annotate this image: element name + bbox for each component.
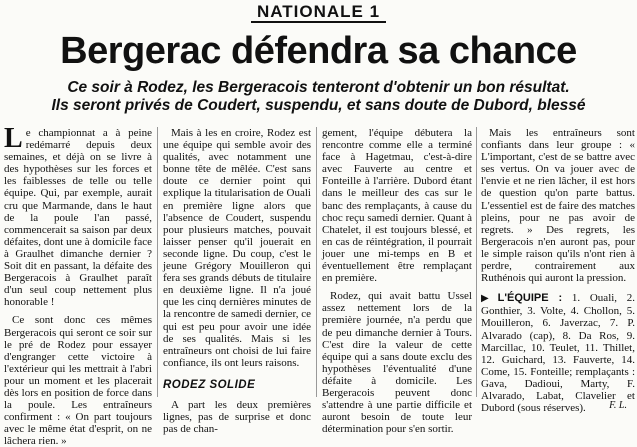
team-text: 1. Ouali, 2. Gonthier, 3. Volte, 4. Chollon, 5. Mouilleron, 6. Javerzac, 7. P. Alvarado (cap), 8. Da Ros, 9. Marcillac, 10. Teulet, 11. Thillet, 12. Guichard, 13. Fauverte, 14. Come, 15. Fonteille; remplaçants : Gava, Dadioui, Marty, F. Alvarado, Labat, Clavelier et Dubord (sous réserves). — [481, 292, 635, 415]
arrow-marker-icon: ▶ — [481, 293, 496, 305]
headline: Bergerac défendra sa chance — [60, 30, 577, 72]
subheading: RODEZ SOLIDE — [163, 378, 256, 391]
team-list — [481, 292, 635, 414]
section-rubric — [0, 2, 637, 22]
paragraph: A part les deux premières lignes, pas de surprise et donc pas de chan- — [163, 398, 311, 436]
paragraph: Mais à les en croire, Rodez est une équipe qui semble avoir des qualités, avec notamment une bonne tête de mêlée. C'est sans doute ce dernier point qui explique la titularisation de Ouali en première ligne alors que l'absence de Coudert, suspendu pour plusieurs matches, pouvait laisser penser qu'il jouerait en seconde ligne. Du coup, c'est le jeune Grégory Mouilleron qui fera ses grands débuts de titulaire en deuxième ligne. Il n'a joué que les cinq dernières minutes de la rencontre de samedi dernier, ce qui est peu pour avoir une idée de ses qualités. Mais si les entraîneurs ont choisi de lui faire confiance, ils ont leurs raisons. — [163, 127, 311, 369]
paragraph: Rodez, qui avait battu Ussel assez nettement lors de la première journée, n'a perdu que de peu dimanche dernier à Tours. C'est dire la valeur de cette équipe qui a sans doute exclu des hypothèses l'éventualité d'une défaite à domicile. Les Bergeracois peuvent donc s'attendre à une partie difficile et auront besoin de toute leur détermination pour s'en sortir. — [322, 290, 472, 436]
paragraph: gement, l'équipe débutera la rencontre comme elle a terminé face à Hagetmau, c'est-à-dire avec Fauverte au centre et Fonteille à l'arrière. Dubord étant dans le meilleur des cas sur le banc des remplaçants, à cause du choc reçu samedi dernier. Quant à Chatelet, il est toujours blessé, et en cas de réintégration, il pourrait jouer une mi-temps en B et éventuellement être remplaçant en première. — [322, 127, 472, 285]
article-column-1 — [4, 123, 152, 447]
paragraph-text: Ce sont donc ces mêmes Bergeracois qui seront ce soir sur le pré de Rodez pour essayer d'engranger cette victoire à l'extérieur qui les mettrait à l'abri pour un moment et les placerait dès lors en position de force dans la poule. Les entraîneurs confirment : « On part toujours avec le même état d'esprit, on ne lâchera rien. » — [4, 314, 152, 447]
column-rule — [157, 127, 158, 397]
team-label: L'ÉQUIPE : — [497, 292, 563, 305]
paragraph — [4, 123, 152, 309]
drop-cap: L — [4, 123, 23, 154]
section-rubric-text: NATIONALE 1 — [251, 2, 386, 23]
article-column-3 — [322, 127, 472, 436]
deck-line-2: Ils seront privés de Coudert, suspendu, et sans doute de Dubord, blessé — [51, 97, 586, 114]
paragraph-text: e championnat a à peine redémarré depuis deux semaines, et déjà on se livre à des hypothèses sur les forces et les faiblesses de telle ou telle équipe. Qui, par exemple, aurait cru que Marmande, dans le haut de la poule l'an passé, commencerait sa saison par deux défaites, dont une à domicile face à Graulhet dimanche dernier ? Soit dit en passant, la défaite des Bergeracois à Graulhet paraît d'un seul coup nettement plus honorable ! — [4, 127, 152, 309]
column-rule — [476, 127, 477, 397]
article-column-2 — [163, 127, 311, 436]
deck-line-1: Ce soir à Rodez, les Bergeracois tenteront d'obtenir un bon résultat. — [67, 79, 570, 96]
deck — [0, 79, 637, 115]
column-rule — [316, 127, 317, 397]
paragraph: Mais les entraîneurs sont confiants dans leur groupe : « L'important, c'est de se battre avec ses vertus. On va jouer avec de l'envie et ne rien lâcher, il est hors de question qu'on parte battus. L'essentiel est de faire des matches pleins, pour ne pas avoir de regrets. » Des regrets, les Bergeracois n'en auront pas, pour le simple raison qu'ils n'ont rien à perdre, contrairement aux Ruthénois qui auront la pression. — [481, 127, 635, 285]
paragraph — [4, 314, 152, 447]
author-signature: F. L. — [609, 400, 627, 411]
